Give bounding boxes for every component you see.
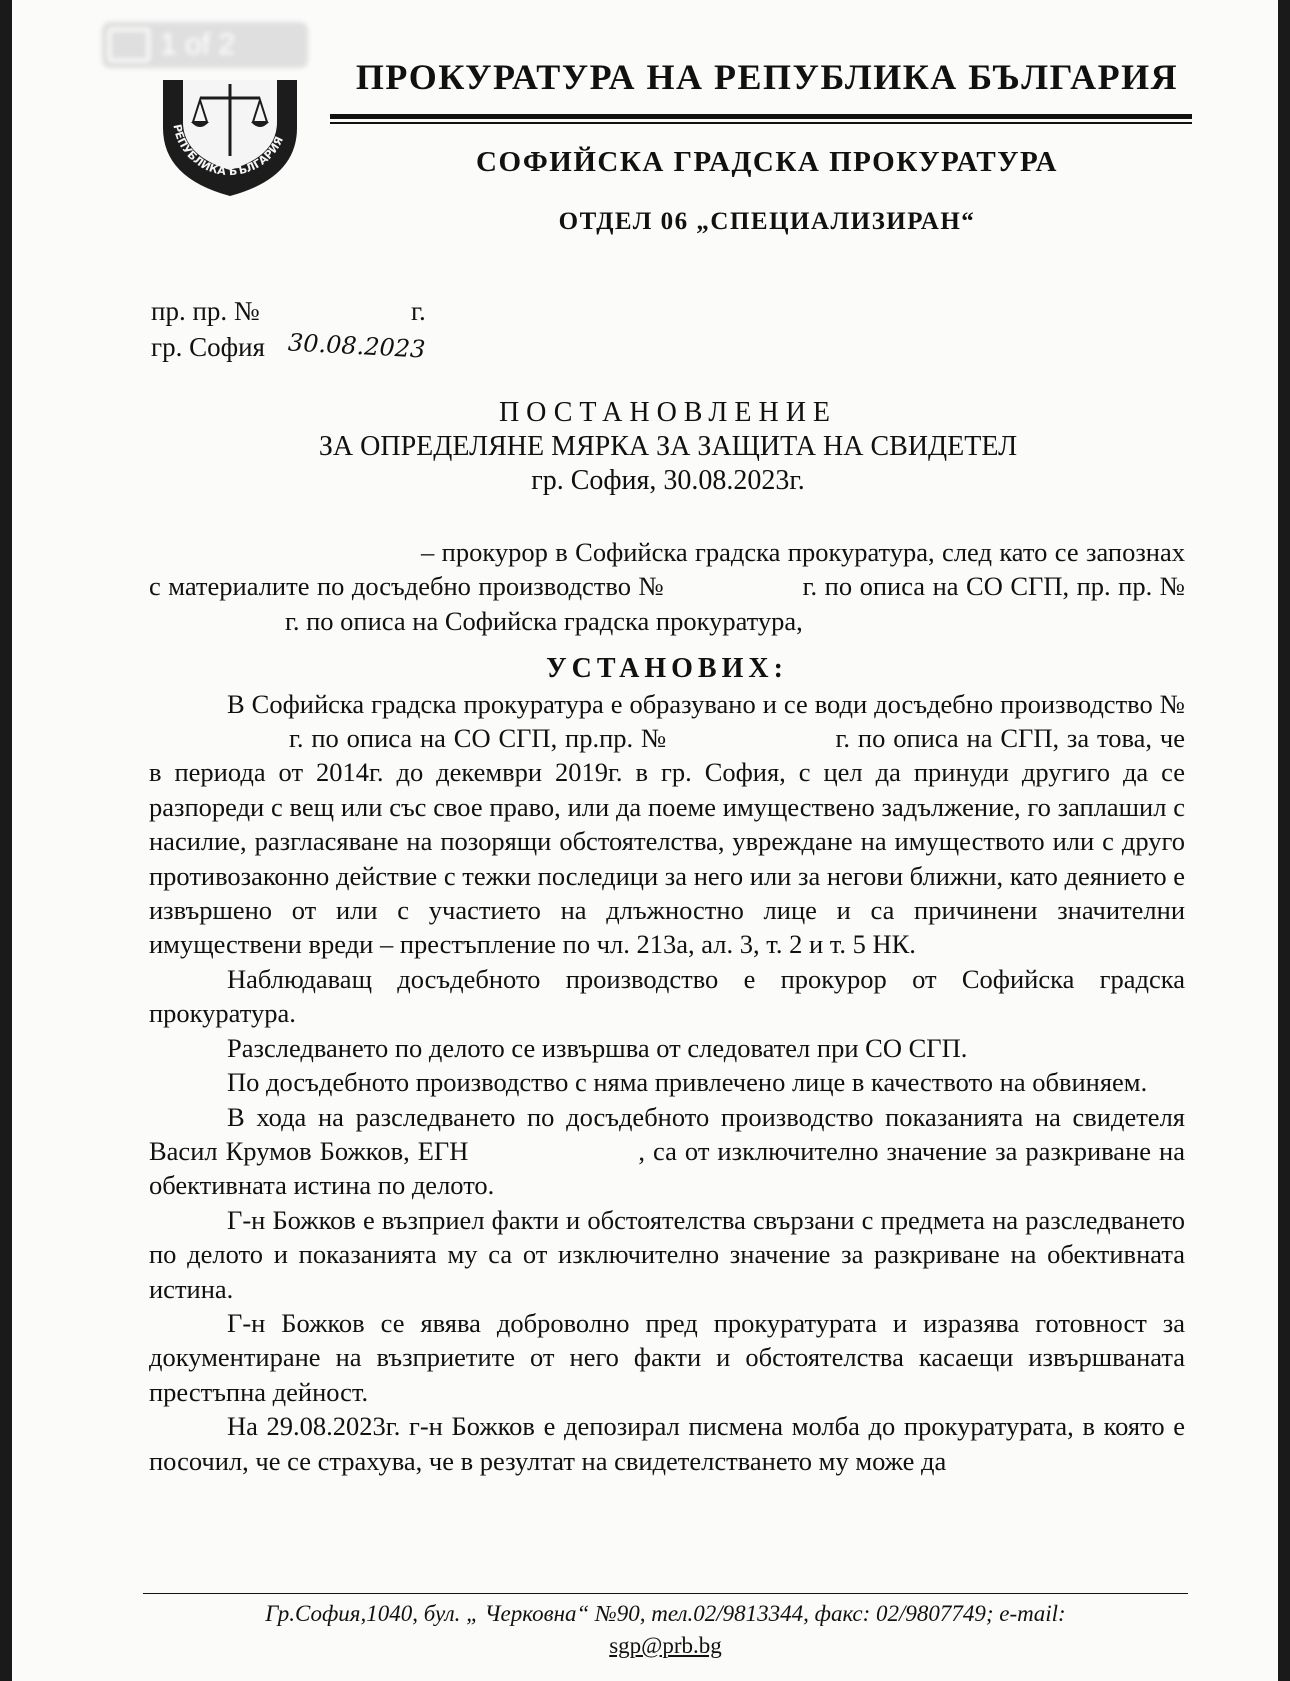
- footer-rule: [143, 1593, 1188, 1594]
- header-rule-thick: [330, 114, 1192, 119]
- intro-paragraph: [149, 535, 1185, 638]
- footer-address: Гр.София,1040, бул. „ Черковна“ №90, тел.02/9813344, факс: 02/9807749; e-mail:: [265, 1601, 1066, 1626]
- page-indicator[interactable]: [102, 22, 308, 68]
- p1-text-c: г. по описа на СГП, за това, че в периода от 2014г. до декември 2019г. в гр. София, с цел да принуди другиго да се разпореди с вещ или със свое право, или да поеме имуществено задължение, го заплашил с насилие, разгласяване на позорящи обстоятелства, увреждане на имуществото или с друго противозаконно действие с тежки последици за него или за негови ближни, като деянието е извършено от или с участието на длъжностно лице и са причинени значителни имуществени вреди – престъпление по чл. 213а, ал. 3, т. 2 и т. 5 НК.: [149, 723, 1185, 960]
- department-name: ОТДЕЛ 06 „СПЕЦИАЛИЗИРАН“: [558, 208, 976, 235]
- header-rule-thin: [330, 122, 1192, 124]
- paragraph-6: Г-н Божков е възприел факти и обстоятелства свързани с предмета на разследването по делото и показанията му са от изключително значение за разкриване на обективната истина.: [149, 1204, 1185, 1304]
- p5-text-a: В хода на разследването по досъдебното производство показанията на свидетеля Васил Крумов Божков, ЕГН: [149, 1101, 1185, 1166]
- prosecution-emblem-icon: [155, 78, 305, 198]
- document-title: [151, 396, 1185, 498]
- seal-text: РЕПУБЛИКА БЪЛГАРИЯ: [170, 123, 287, 179]
- section-heading: УСТАНОВИХ:: [546, 653, 788, 685]
- city-prefix: гр. София: [151, 332, 265, 362]
- title-line-1: ПОСТАНОВЛЕНИЕ: [498, 397, 838, 428]
- city-line: [151, 332, 265, 363]
- title-line-2: ЗА ОПРЕДЕЛЯНЕ МЯРКА ЗА ЗАЩИТА НА СВИДЕТЕЛ: [318, 431, 1018, 462]
- intro-text-a: – прокурор в Софийска градска прокуратура, след като се запознах с материалите по досъдебно производство №: [149, 537, 1185, 602]
- paragraph-2: Наблюдаващ досъдебното производство е прокурор от Софийска градска прокуратура.: [149, 963, 1185, 1029]
- paragraph-5: [149, 1100, 1185, 1203]
- footer-email-link[interactable]: sgp@prb.bg: [609, 1633, 722, 1658]
- intro-text-b: г. по описа на СО СГП, пр. пр. №: [802, 571, 1186, 602]
- office-name: СОФИЙСКА ГРАДСКА ПРОКУРАТУРА: [476, 146, 1058, 178]
- p5-text-b: , са от изключително значение за разкриване на обективната истина по делото.: [149, 1135, 1185, 1201]
- paragraph-4: По досъдебното производство с няма привлечено лице в качеството на обвиняем.: [227, 1067, 1148, 1098]
- document-body: [149, 535, 1185, 1478]
- title-line-3: гр. София, 30.08.2023г.: [531, 465, 805, 496]
- paragraph-7: Г-н Божков се явява доброволно пред прокуратурата и изразява готовност за документиране на възприетите от него факти и обстоятелства касаещи извършваната престъпна дейност.: [149, 1307, 1185, 1407]
- file-number-line: [151, 296, 426, 327]
- institution-name: ПРОКУРАТУРА НА РЕПУБЛИКА БЪЛГАРИЯ: [355, 57, 1179, 97]
- p1-text-a: В Софийска градска прокуратура е образувано и се води досъдебно производство №: [227, 688, 1185, 719]
- page-indicator-label: 1 of 2: [160, 28, 236, 61]
- document-page: [12, 0, 1278, 1681]
- file-number-prefix: пр. пр. №: [151, 296, 260, 326]
- paragraph-3: Разследването по делото се извършва от следовател при СО СГП.: [227, 1032, 968, 1063]
- paragraph-8: На 29.08.2023г. г-н Божков е депозирал писмена молба до прокуратурата, в която е посочил, че се страхува, че в резултат на свидетелстването му може да: [149, 1411, 1185, 1476]
- handwritten-date: 30.08.2023: [287, 328, 427, 364]
- intro-text-c: г. по описа на Софийска градска прокуратура,: [285, 605, 803, 636]
- footer: [143, 1598, 1188, 1662]
- file-number-suffix: г.: [411, 296, 426, 326]
- paragraph-1: [149, 687, 1185, 962]
- p1-text-b: г. по описа на СО СГП, пр.пр. №: [289, 723, 668, 754]
- pages-icon: [108, 28, 150, 62]
